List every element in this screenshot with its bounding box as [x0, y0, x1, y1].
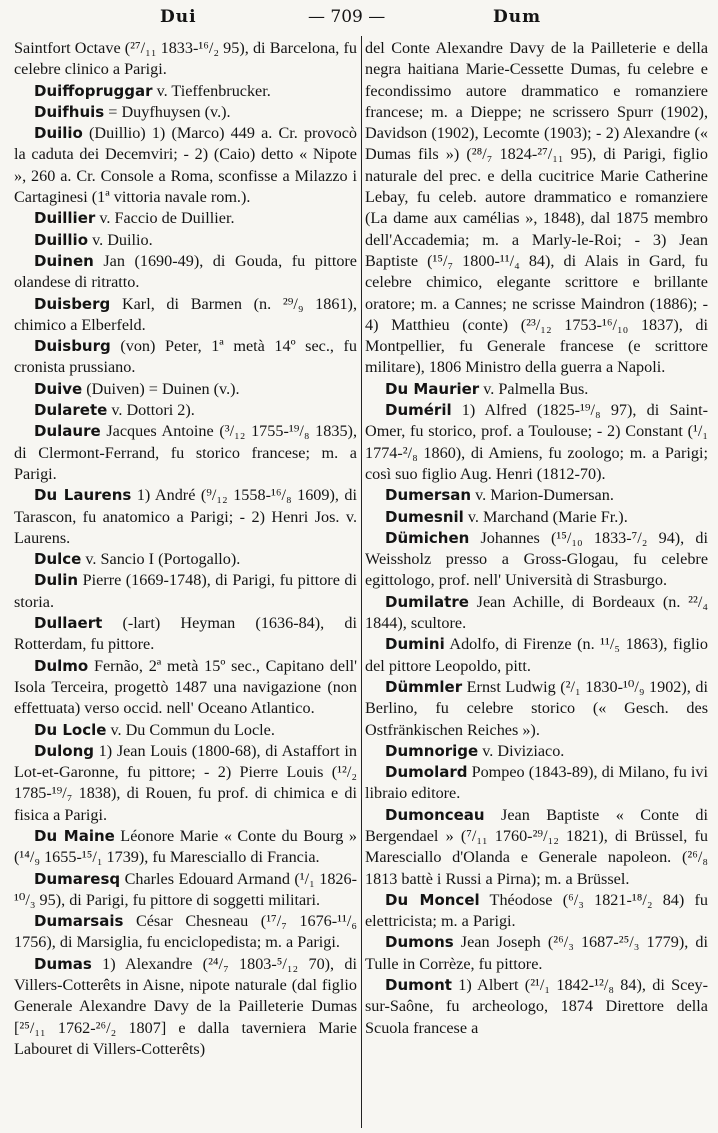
dictionary-entry [14, 421, 357, 485]
entry-text: Saintfort Octave (²⁷/₁₁ 1833-¹⁶/₂ 95), di Barcelona, fu celebre clinico a Parigi. [14, 39, 357, 79]
entry-headword: Dumont [385, 976, 452, 995]
dictionary-entry [365, 592, 708, 635]
dictionary-entry [14, 656, 357, 720]
entry-headword: Du Laurens [34, 486, 132, 505]
entry-headword: Dulin [34, 571, 79, 590]
dictionary-entry [14, 954, 357, 1060]
entry-text: v. Marion-Dumersan. [471, 486, 614, 505]
entry-text: (Duiven) = Duinen (v.). [82, 379, 240, 398]
dictionary-entry [14, 400, 357, 421]
dictionary-entry [14, 741, 357, 826]
dictionary-entry [14, 613, 357, 656]
entry-text: César Chesneau (¹⁷/₇ 1676-¹¹/₆ 1756), di Marsiglia, fu enciclopedista; m. a Parigi. [14, 912, 357, 952]
entry-text: 1) Alexandre (²⁴/₇ 1803-⁵/₁₂ 70), di Villers-Cotterêts in Aisne, nipote naturale (dal figlio Generale Alexandre Davy de la Pailleterie Dumas [²⁵/₁₁ 1762-²⁶/₂ 1807] e dalla taverniera Marie Labouret di Villers-Cotterêts) [14, 954, 357, 1058]
entry-text: Johannes (¹⁵/₁₀ 1833-⁷/₂ 94), di Weissholz presso a Gross-Glogau, fu celebre egittologo, prof. nell' Università di Strasburgo. [365, 528, 708, 590]
dictionary-entry [365, 890, 708, 933]
dictionary-entry [365, 528, 708, 592]
left-column [14, 38, 357, 1060]
entry-headword: Duillier [34, 209, 96, 228]
dictionary-entry [365, 975, 708, 1039]
dictionary-entry [365, 634, 708, 677]
entry-text: 1) Albert (²¹/₁ 1842-¹²/₈ 84), di Scey-sur-Saône, fu archeologo, 1874 Direttore della Scuola francese a [365, 976, 708, 1037]
header-first-word: Dui [160, 7, 197, 27]
page-number: — 709 — [308, 7, 386, 27]
entry-headword: Duifhuis [34, 102, 105, 121]
entry-text: Pompeo (1843-89), di Milano, fu ivi libraio editore. [365, 763, 708, 803]
dictionary-entry [14, 81, 357, 102]
dictionary-entry [14, 826, 357, 869]
entry-headword: Du Moncel [385, 890, 480, 909]
entry-headword: Dumaresq [34, 869, 121, 888]
dictionary-entry [14, 38, 357, 81]
entry-headword: Dullaert [34, 614, 103, 633]
entry-headword: Du Maurier [385, 379, 480, 398]
entry-headword: Dumarsais [34, 912, 124, 931]
dictionary-entry [14, 485, 357, 549]
dictionary-entry [365, 379, 708, 400]
entry-headword: Du Maine [34, 826, 115, 845]
entry-headword: Dumons [385, 933, 454, 952]
dictionary-entry [14, 208, 357, 229]
dictionary-entry [14, 123, 357, 208]
dictionary-entry [14, 869, 357, 912]
entry-headword: Dumnorige [385, 741, 479, 760]
page-header [0, 4, 718, 30]
dictionary-entry [14, 251, 357, 294]
entry-text: Adolfo, di Firenze (n. ¹¹/₅ 1863), figlio del pittore Leopoldo, pitt. [365, 635, 708, 675]
dictionary-entry [365, 677, 708, 741]
entry-text: Karl, di Barmen (n. ²⁹/₉ 1861), chimico a Elberfeld. [14, 294, 357, 334]
entry-text: v. Sancio I (Portogallo). [81, 550, 241, 569]
dictionary-entry [14, 720, 357, 741]
entry-headword: Duisberg [34, 294, 111, 313]
dictionary-entry [14, 379, 357, 400]
entry-headword: Dulong [34, 741, 94, 760]
dictionary-entry [14, 230, 357, 251]
entry-text: v. Faccio de Duillier. [95, 209, 235, 228]
entry-headword: Duiffopruggar [34, 81, 153, 100]
entry-text: Léonore Marie « Conte du Bourg » (¹⁴/₉ 1655-¹⁵/₁ 1739), fu Maresciallo di Francia. [14, 826, 357, 867]
dictionary-entry [14, 549, 357, 570]
entry-headword: Dumini [385, 635, 445, 654]
entry-text: v. Du Commun du Locle. [106, 720, 275, 739]
entry-headword: Dümichen [385, 528, 470, 547]
entry-text: Théodose (⁶/₃ 1821-¹⁸/₂ 84) fu elettricista; m. a Parigi. [365, 890, 708, 931]
entry-headword: Dularete [34, 401, 108, 420]
entry-text: del Conte Alexandre Davy de la Pailleterie e della negra haitiana Marie-Cessette Dumas, fu celebre e fecondissimo autore drammatico e romanziere francese; m. a Dieppe; ne scrissero Spurr (1902), Davidson (1902), Lecomte (1903); - 2) Alexandre (« Dumas fils ») (²⁸/₇ 1824-²⁷/₁₁ 95), di Parigi, figlio naturale del prec. e della cucitrice Marie Catherine Lebay, fu celeb. autore drammatico e romanziere (La dame aux camélias », 1848), dal 1875 membro dell'Accademia; m. a Marly-le-Roi; - 3) Jean Baptiste (¹⁵/₇ 1800-¹¹/₄ 84), di Alais in Gard, fu celebre chimico, elegante scrittore e brillante oratore; m. a Cannes; ne scrisse Maindron (1886); - 4) Matthieu (conte) (²³/₁₂ 1753-¹⁶/₁₀ 1837), di Montpellier, fu Generale francese (e scrittore militare), 1806 Ministro della guerra a Napoli. [365, 39, 708, 377]
entry-text: (Duillio) 1) (Marco) 449 a. Cr. provocò la caduta dei Decemviri; - 2) (Caio) detto « Nipote », 260 a. Cr. Console a Roma, sconfisse a Milazzo i Cartaginesi (1ª vittoria navale rom.). [14, 124, 357, 207]
dictionary-entry [365, 507, 708, 528]
entry-headword: Dumilatre [385, 592, 469, 611]
dictionary-entry [14, 102, 357, 123]
right-column [365, 38, 708, 1039]
entry-text: v. Diviziaco. [478, 741, 565, 760]
entry-text: Jean Joseph (²⁶/₃ 1687-²⁵/₃ 1779), di Tulle in Corrèze, fu pittore. [365, 933, 708, 973]
entry-text: Charles Edouard Armand (¹/₁ 1826-¹⁰/₃ 95), di Parigi, fu pittore di soggetti militari. [14, 869, 357, 909]
entry-headword: Dulce [34, 550, 82, 569]
entry-headword: Duisburg [34, 337, 111, 356]
entry-text: Pierre (1669-1748), di Parigi, fu pittore di storia. [14, 571, 357, 611]
column-divider [361, 36, 362, 1128]
entry-text: Jean Baptiste « Conte di Bergendael » (⁷/₁₁ 1760-²⁹/₁₂ 1821), di Brüssel, fu Maresciallo d'Olanda e Generale napoleon. (²⁶/₈ 1813 battè i Russi a Pirna); m. a Brüssel. [365, 805, 708, 888]
entry-headword: Duillio [34, 230, 89, 249]
entry-headword: Duméril [385, 401, 452, 420]
entry-headword: Dumonceau [385, 805, 485, 824]
entry-text: v. Dottori 2). [107, 401, 195, 420]
entry-headword: Dulaure [34, 422, 101, 441]
dictionary-entry [14, 294, 357, 337]
dictionary-entry [14, 911, 357, 954]
entry-text: 1) Jean Louis (1800-68), di Astaffort in Lot-et-Garonne, fu pittore; - 2) Pierre Louis (¹²/₂ 1785-¹⁹/₇ 1838), di Rouen, fu prof. di chimica e di fisica a Parigi. [14, 741, 357, 824]
entry-text: = Duyfhuysen (v.). [104, 102, 231, 121]
entry-text: Jacques Antoine (³/₁₂ 1755-¹⁹/₈ 1835), di Clermont-Ferrand, fu storico francese; m. a Parigi. [14, 422, 357, 483]
dictionary-entry [365, 38, 708, 379]
entry-text: Jean Achille, di Bordeaux (n. ²²/₄ 1844), scultore. [365, 592, 708, 633]
entry-text: v. Palmella Bus. [479, 379, 589, 398]
entry-text: Ernst Ludwig (²/₁ 1830-¹⁰/₉ 1902), di Berlino, fu celebre storico (« Gesch. des Ostfränkischen Reiches »). [365, 677, 708, 739]
entry-text: Jan (1690-49), di Gouda, fu pittore olandese di ritratto. [14, 251, 357, 292]
entry-headword: Dulmo [34, 656, 89, 675]
dictionary-entry [365, 741, 708, 762]
dictionary-entry [14, 336, 357, 379]
entry-text: v. Duilio. [88, 230, 153, 249]
entry-headword: Dumesnil [385, 507, 464, 526]
entry-headword: Dumolard [385, 763, 468, 782]
dictionary-entry [365, 485, 708, 506]
dictionary-entry [365, 805, 708, 890]
entry-headword: Duinen [34, 251, 94, 270]
dictionary-entry [14, 570, 357, 613]
entry-headword: Du Locle [34, 720, 107, 739]
dictionary-entry [365, 762, 708, 805]
entry-text: 1) André (⁹/₁₂ 1558-¹⁶/₈ 1609), di Tarascon, fu anatomico a Parigi; - 2) Henri Jos. v. Laurens. [14, 486, 357, 547]
entry-text: v. Marchand (Marie Fr.). [463, 507, 628, 526]
entry-text: (von) Peter, 1ª metà 14º sec., fu cronista prussiano. [14, 337, 357, 377]
entry-headword: Dumas [34, 954, 92, 973]
entry-headword: Duive [34, 379, 83, 398]
entry-text: v. Tieffenbrucker. [152, 81, 271, 100]
dictionary-entry [365, 932, 708, 975]
entry-headword: Dumersan [385, 486, 472, 505]
entry-text: Fernão, 2ª metà 15º sec., Capitano dell' Isola Terceira, progettò 1487 una navigazione (non effettuata) verso occid. nell' Oceano Atlantico. [14, 656, 357, 718]
entry-text: (-lart) Heyman (1636-84), di Rotterdam, fu pittore. [14, 614, 357, 654]
entry-headword: Duilio [34, 124, 83, 143]
entry-text: 1) Alfred (1825-¹⁹/₈ 97), di Saint-Omer, fu storico, prof. a Toulouse; - 2) Constant (¹/₁ 1774-²/₈ 1860), di Amiens, fu zoologo; m. a Parigi; così suo figlio Aug. Henri (1812-70). [365, 401, 708, 483]
entry-headword: Dümmler [385, 677, 463, 696]
header-last-word: Dum [493, 7, 542, 27]
dictionary-entry [365, 400, 708, 485]
